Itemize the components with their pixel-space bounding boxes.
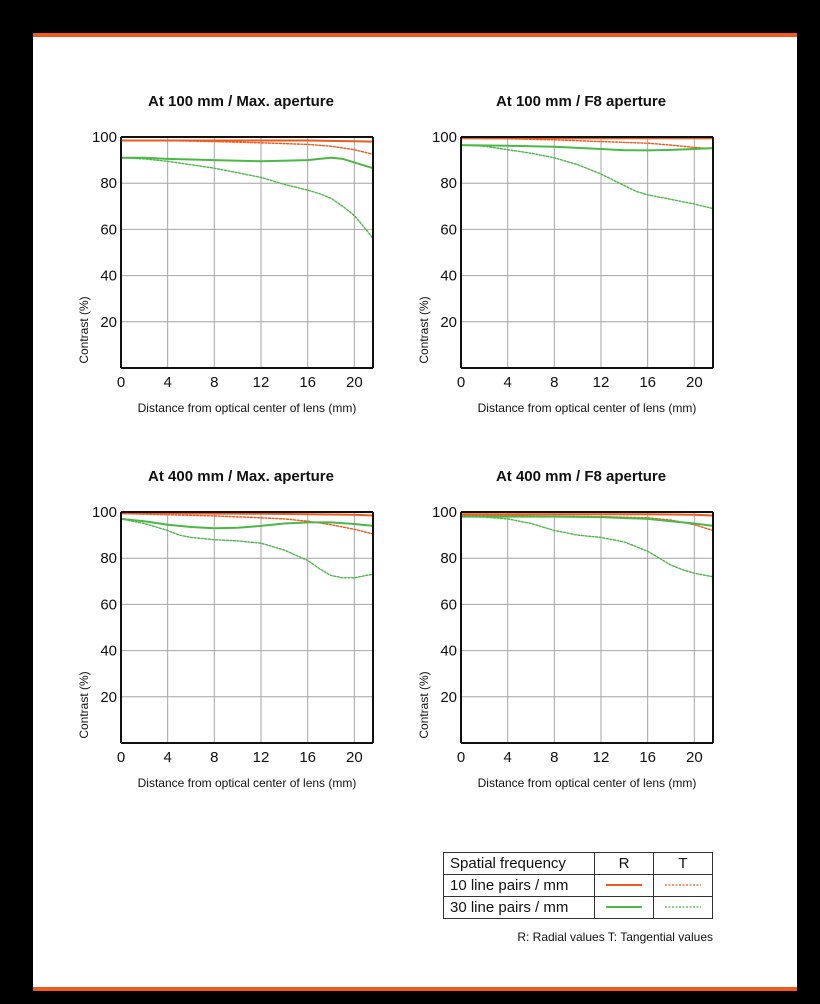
y-tick-label: 20 xyxy=(100,313,117,331)
x-tick-label: 4 xyxy=(503,374,512,391)
y-tick-label: 60 xyxy=(440,596,457,614)
legend-col-t: T xyxy=(654,853,713,875)
x-tick-label: 0 xyxy=(116,749,126,766)
y-tick-label: 60 xyxy=(100,596,117,614)
y-tick-label: 60 xyxy=(100,221,117,239)
y-axis-title: Contrast (%) xyxy=(417,296,431,364)
y-tick-label: 40 xyxy=(100,267,117,285)
y-axis-title: Contrast (%) xyxy=(417,671,431,739)
x-tick-label: 20 xyxy=(345,749,363,766)
x-tick-label: 0 xyxy=(456,374,466,391)
y-tick-label: 20 xyxy=(440,313,457,331)
series-line xyxy=(121,158,373,239)
x-axis-title: Distance from optical center of lens (mm) xyxy=(137,401,357,415)
series-line xyxy=(121,141,373,155)
series-line xyxy=(461,145,713,209)
y-tick-label: 80 xyxy=(440,550,457,568)
x-tick-label: 4 xyxy=(503,749,512,766)
y-tick-label: 40 xyxy=(100,642,117,660)
y-tick-label: 40 xyxy=(440,267,457,285)
x-tick-label: 8 xyxy=(550,374,559,391)
x-tick-label: 12 xyxy=(252,749,270,766)
x-tick-label: 20 xyxy=(345,374,363,391)
chart-title: At 400 mm / Max. aperture xyxy=(148,468,334,485)
x-tick-label: 20 xyxy=(685,374,703,391)
legend-table xyxy=(443,852,713,921)
y-axis-title: Contrast (%) xyxy=(77,296,91,364)
y-axis-title: Contrast (%) xyxy=(77,671,91,739)
legend-note: R: Radial values T: Tangential values xyxy=(517,930,713,944)
x-tick-label: 8 xyxy=(210,749,219,766)
series-line xyxy=(121,519,373,528)
y-tick-label: 100 xyxy=(431,504,457,521)
legend-swatch-10-t xyxy=(654,875,713,897)
x-tick-label: 8 xyxy=(210,374,219,391)
y-tick-label: 80 xyxy=(100,550,117,568)
series-line xyxy=(121,158,373,168)
legend-col-r: R xyxy=(595,853,654,875)
legend-row-30lp: 30 line pairs / mm xyxy=(444,897,595,919)
y-tick-label: 100 xyxy=(91,504,117,521)
y-tick-label: 20 xyxy=(440,688,457,706)
x-tick-label: 12 xyxy=(252,374,270,391)
x-tick-label: 16 xyxy=(299,374,317,391)
y-tick-label: 60 xyxy=(440,221,457,239)
x-tick-label: 16 xyxy=(639,749,657,766)
x-tick-label: 4 xyxy=(163,749,172,766)
x-tick-label: 16 xyxy=(639,374,657,391)
y-tick-label: 100 xyxy=(91,129,117,146)
legend-header: Spatial frequency xyxy=(444,853,595,875)
x-tick-label: 8 xyxy=(550,749,559,766)
y-tick-label: 20 xyxy=(100,688,117,706)
x-tick-label: 20 xyxy=(685,749,703,766)
y-tick-label: 100 xyxy=(431,129,457,146)
legend-swatch-10-r xyxy=(595,875,654,897)
y-tick-label: 80 xyxy=(440,175,457,193)
x-axis-title: Distance from optical center of lens (mm) xyxy=(137,776,357,790)
chart-title: At 100 mm / Max. aperture xyxy=(148,93,334,110)
legend-swatch-30-t xyxy=(654,897,713,919)
x-tick-label: 0 xyxy=(456,749,466,766)
y-tick-label: 80 xyxy=(100,175,117,193)
y-tick-label: 40 xyxy=(440,642,457,660)
x-tick-label: 12 xyxy=(592,749,610,766)
chart-title: At 100 mm / F8 aperture xyxy=(495,93,667,110)
legend-row-10lp: 10 line pairs / mm xyxy=(444,875,595,897)
x-tick-label: 12 xyxy=(592,374,610,391)
x-tick-label: 4 xyxy=(163,374,172,391)
x-axis-title: Distance from optical center of lens (mm) xyxy=(477,776,697,790)
series-line xyxy=(461,517,713,577)
legend-swatch-30-r xyxy=(595,897,654,919)
x-tick-label: 0 xyxy=(116,374,126,391)
series-line xyxy=(461,138,713,148)
x-axis-title: Distance from optical center of lens (mm) xyxy=(477,401,697,415)
x-tick-label: 16 xyxy=(299,749,317,766)
chart-title: At 400 mm / F8 aperture xyxy=(495,468,667,485)
